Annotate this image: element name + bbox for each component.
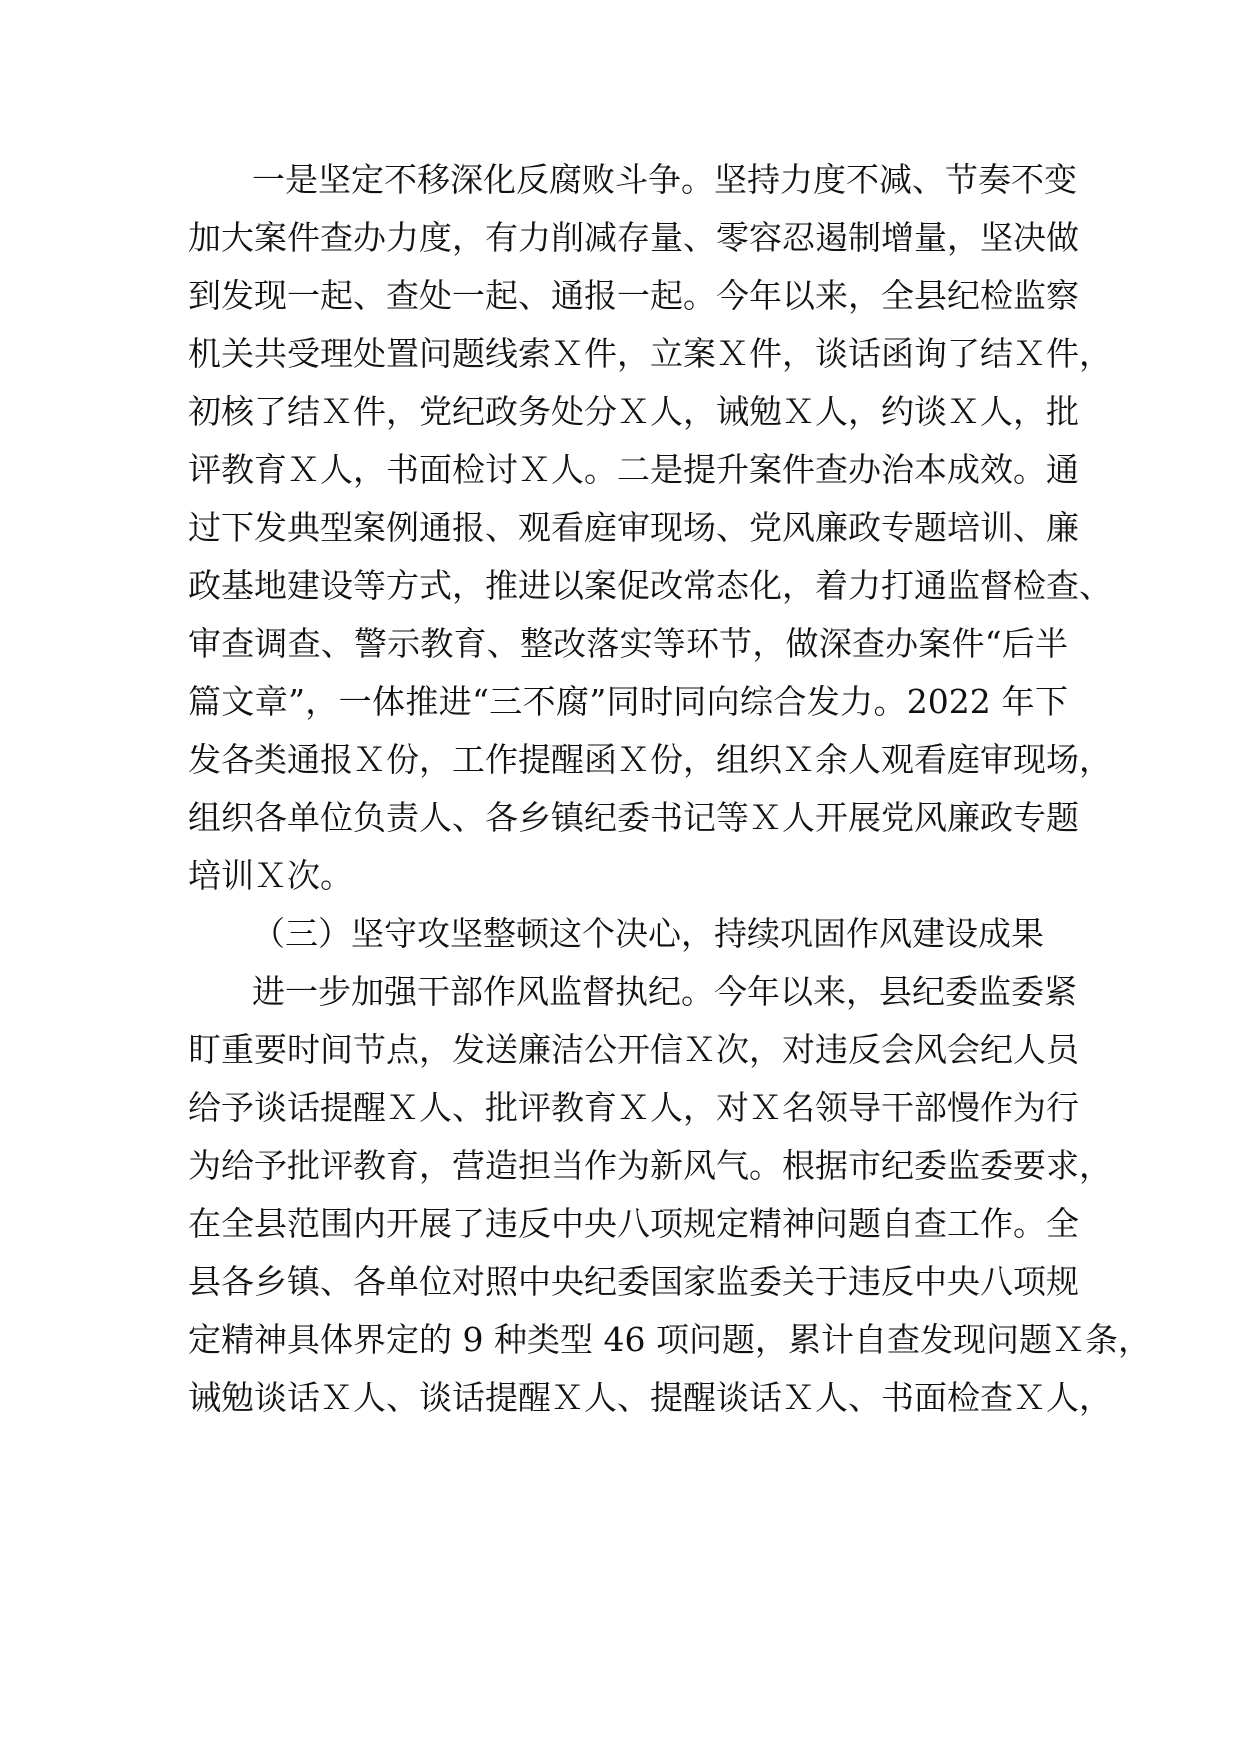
text-line: 组织各单位负责人、各乡镇纪委书记等Ｘ人开展党风廉政专题 [188, 798, 1079, 837]
text-line: 给予谈话提醒Ｘ人、批评教育Ｘ人，对Ｘ名领导干部慢作为行 [188, 1088, 1079, 1127]
text-line: 篇文章”，一体推进“三不腐”同时同向综合发力。2022 年下 [188, 682, 1068, 721]
text-line: 审查调查、警示教育、整改落实等环节，做深查办案件“后半 [188, 624, 1068, 663]
text-line: 机关共受理处置问题线索Ｘ件，立案Ｘ件，谈话函询了结Ｘ件， [188, 334, 1112, 373]
text-line: 发各类通报Ｘ份，工作提醒函Ｘ份，组织Ｘ余人观看庭审现场， [188, 740, 1112, 779]
text-line: 评教育Ｘ人，书面检讨Ｘ人。二是提升案件查办治本成效。通 [188, 450, 1079, 489]
text-line: 诫勉谈话Ｘ人、谈话提醒Ｘ人、提醒谈话Ｘ人、书面检查Ｘ人， [188, 1378, 1112, 1417]
text-line: 县各乡镇、各单位对照中央纪委国家监委关于违反中央八项规 [188, 1262, 1079, 1301]
text-line: 培训Ｘ次。 [188, 856, 353, 895]
text-line: 政基地建设等方式，推进以案促改常态化，着力打通监督检查、 [188, 566, 1112, 605]
text-line: 进一步加强干部作风监督执纪。今年以来，县纪委监委紧 [252, 972, 1077, 1011]
text-line: 为给予批评教育，营造担当作为新风气。根据市纪委监委要求， [188, 1146, 1112, 1185]
section-heading: （三）坚守攻坚整顿这个决心，持续巩固作风建设成果 [252, 914, 1044, 953]
text-line: 盯重要时间节点，发送廉洁公开信Ｘ次，对违反会风会纪人员 [188, 1030, 1079, 1069]
text-line: 定精神具体界定的 9 种类型 46 项问题，累计自查发现问题Ｘ条， [188, 1320, 1151, 1359]
text-line: 加大案件查办力度，有力削减存量、零容忍遏制增量，坚决做 [188, 218, 1079, 257]
text-line: 在全县范围内开展了违反中央八项规定精神问题自查工作。全 [188, 1204, 1079, 1243]
text-line: 到发现一起、查处一起、通报一起。今年以来，全县纪检监察 [188, 276, 1079, 315]
text-line: 初核了结Ｘ件，党纪政务处分Ｘ人，诫勉Ｘ人，约谈Ｘ人，批 [188, 392, 1079, 431]
text-line: 过下发典型案例通报、观看庭审现场、党风廉政专题培训、廉 [188, 508, 1079, 547]
text-line: 一是坚定不移深化反腐败斗争。坚持力度不减、节奏不变 [252, 160, 1077, 199]
